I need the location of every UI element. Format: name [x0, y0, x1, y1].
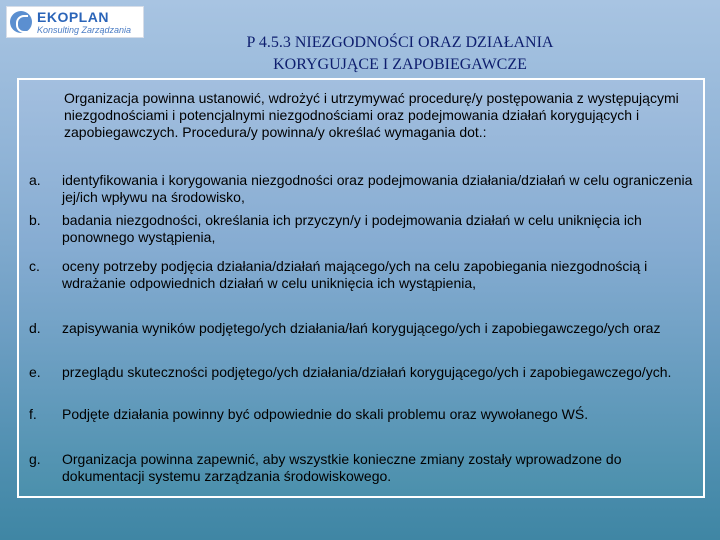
list-item-f: [29, 406, 694, 423]
list-item-b: [29, 212, 694, 246]
list-item-a: [29, 172, 694, 206]
item-text: Organizacja powinna zapewnić, aby wszystkie konieczne zmiany zostały wprowadzone do dokumentacji systemu zarządzania środowiskowego.: [62, 451, 622, 484]
item-text: Podjęte działania powinny być odpowiednie do skali problemu oraz wywołanego WŚ.: [62, 406, 589, 422]
logo-mark-icon: [10, 11, 32, 33]
item-letter: f.: [29, 406, 37, 422]
item-text: przeglądu skuteczności podjętego/ych działania/działań korygującego/ych i zapobiegawczego/ych.: [62, 364, 672, 380]
item-text: oceny potrzeby podjęcia działania/działań mającego/ych na celu zapobiegania niezgodnością i wdrażanie odpowiednich działań w celu uniknięcia ich wystąpienia,: [62, 258, 648, 291]
title-line-1: P 4.5.3 NIEZGODNOŚCI ORAZ DZIAŁANIA: [246, 34, 554, 51]
logo-subtitle: Konsulting Zarządzania: [37, 25, 132, 35]
list-item-c: [29, 258, 694, 292]
item-text: identyfikowania i korygowania niezgodności oraz podejmowania działania/działań w celu ograniczenia jej/ich wpływu na środowisko,: [62, 172, 693, 205]
logo-name: EKOPLAN: [37, 9, 109, 25]
slide-title: [120, 32, 680, 76]
content-panel: [17, 78, 705, 498]
list-item-d: [29, 320, 694, 337]
intro-paragraph: Organizacja powinna ustanowić, wdrożyć i utrzymywać procedurę/y postępowania z występującymi niezgodnościami i potencjalnymi niezgodnościami oraz podejmowania działań korygujących i zapobiegawczych. Procedura/y powinna/y określać wymagania dot.:: [64, 90, 679, 140]
item-letter: g.: [29, 451, 41, 467]
item-text: zapisywania wyników podjętego/ych działania/łań korygującego/ych i zapobiegawczego/ych oraz: [62, 320, 661, 336]
title-line-2: KORYGUJĄCE I ZAPOBIEGAWCZE: [273, 56, 527, 73]
list-item-e: [29, 364, 694, 381]
item-letter: b.: [29, 212, 41, 228]
item-letter: a.: [29, 172, 41, 188]
list-item-g: [29, 451, 694, 485]
item-text: badania niezgodności, określania ich przyczyn/y i podejmowania działań w celu uniknięcia ich ponownego wystąpienia,: [62, 212, 642, 245]
item-letter: c.: [29, 258, 40, 274]
item-letter: d.: [29, 320, 41, 336]
item-letter: e.: [29, 364, 41, 380]
